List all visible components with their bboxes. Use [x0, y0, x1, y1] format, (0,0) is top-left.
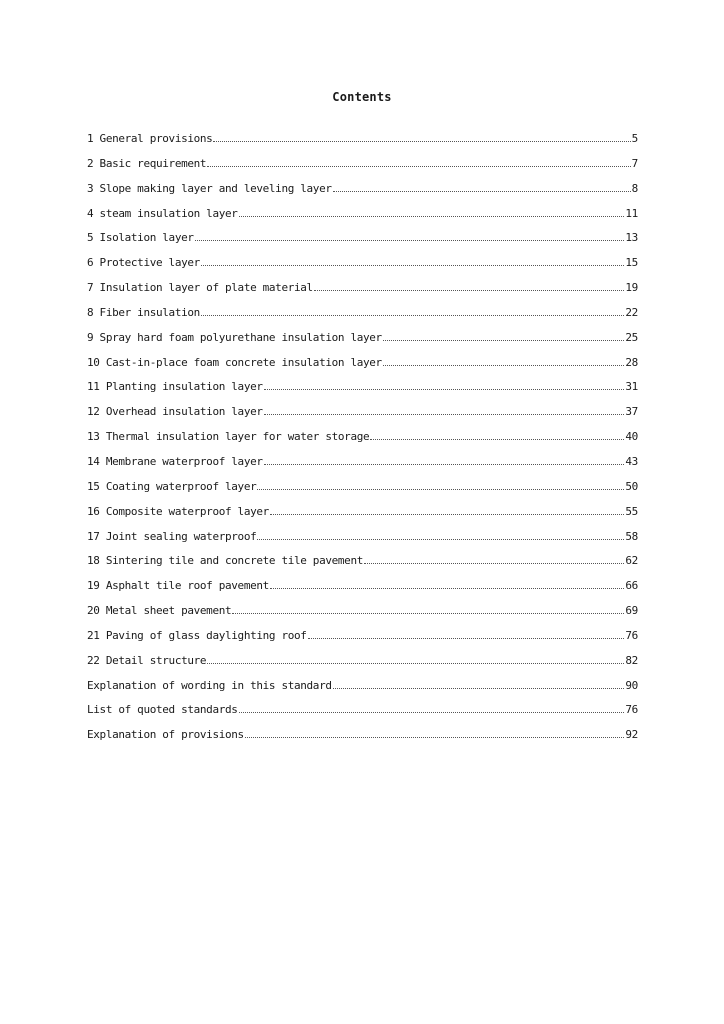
toc-entry-label: 15 Coating waterproof layer — [87, 479, 257, 493]
toc-entry[interactable] — [87, 330, 638, 355]
toc-entry-page-number: 19 — [625, 281, 638, 295]
toc-entry[interactable] — [87, 504, 638, 529]
toc-entry-page-number: 7 — [631, 156, 638, 170]
toc-dot-leader — [245, 737, 625, 738]
toc-entry-label: 22 Detail structure — [87, 653, 207, 667]
toc-entry[interactable] — [87, 206, 638, 231]
toc-entry[interactable] — [87, 404, 638, 429]
toc-dot-leader — [270, 588, 624, 589]
table-of-contents — [87, 131, 638, 752]
toc-dot-leader — [207, 166, 630, 167]
toc-entry-label: 18 Sintering tile and concrete tile pavement — [87, 554, 363, 568]
toc-dot-leader — [308, 638, 625, 639]
toc-entry-page-number: 37 — [625, 405, 638, 419]
toc-entry[interactable] — [87, 280, 638, 305]
toc-entry[interactable] — [87, 628, 638, 653]
toc-entry[interactable] — [87, 230, 638, 255]
toc-dot-leader — [257, 539, 624, 540]
toc-entry-page-number: 66 — [625, 579, 638, 593]
toc-entry-page-number: 43 — [625, 454, 638, 468]
toc-dot-leader — [270, 514, 624, 515]
toc-dot-leader — [333, 191, 631, 192]
toc-entry[interactable] — [87, 379, 638, 404]
toc-entry-page-number: 90 — [625, 678, 638, 692]
toc-dot-leader — [207, 663, 624, 664]
toc-dot-leader — [213, 141, 630, 142]
toc-dot-leader — [201, 315, 624, 316]
toc-entry-page-number: 28 — [625, 355, 638, 369]
toc-entry-page-number: 76 — [625, 628, 638, 642]
toc-entry-page-number: 15 — [625, 256, 638, 270]
toc-entry[interactable] — [87, 156, 638, 181]
toc-entry-label: 4 steam insulation layer — [87, 206, 238, 220]
toc-entry[interactable] — [87, 578, 638, 603]
toc-entry-label: 1 General provisions — [87, 132, 213, 145]
toc-entry-page-number: 11 — [625, 206, 638, 220]
toc-entry-page-number: 55 — [625, 504, 638, 518]
toc-dot-leader — [264, 414, 625, 415]
toc-dot-leader — [370, 439, 624, 440]
toc-entry-page-number: 22 — [625, 305, 638, 319]
toc-entry[interactable] — [87, 305, 638, 330]
toc-entry[interactable] — [87, 702, 638, 727]
toc-dot-leader — [232, 613, 624, 614]
toc-entry-label: Explanation of wording in this standard — [87, 678, 332, 692]
toc-entry[interactable] — [87, 603, 638, 628]
toc-entry-label: 5 Isolation layer — [87, 231, 194, 245]
toc-dot-leader — [314, 290, 625, 291]
toc-entry[interactable] — [87, 454, 638, 479]
toc-entry-label: 9 Spray hard foam polyurethane insulation layer — [87, 330, 382, 344]
toc-dot-leader — [383, 340, 625, 341]
toc-entry-label: List of quoted standards — [87, 703, 238, 717]
toc-entry[interactable] — [87, 355, 638, 380]
toc-entry-label: 13 Thermal insulation layer for water storage — [87, 430, 370, 444]
toc-entry-label: 17 Joint sealing waterproof — [87, 529, 257, 543]
toc-dot-leader — [264, 464, 625, 465]
toc-entry-label: Explanation of provisions — [87, 728, 244, 742]
toc-dot-leader — [333, 688, 625, 689]
page-title: Contents — [332, 90, 392, 104]
toc-entry[interactable] — [87, 131, 638, 156]
toc-entry-page-number: 69 — [625, 604, 638, 618]
toc-dot-leader — [239, 216, 625, 217]
toc-dot-leader — [195, 240, 625, 241]
toc-entry-label: 2 Basic requirement — [87, 156, 207, 170]
toc-entry-page-number: 13 — [625, 231, 638, 245]
toc-entry-label: 3 Slope making layer and leveling layer — [87, 181, 332, 195]
toc-dot-leader — [264, 389, 625, 390]
toc-dot-leader — [383, 365, 625, 366]
toc-entry-label: 16 Composite waterproof layer — [87, 504, 269, 518]
toc-entry-page-number: 5 — [631, 132, 638, 145]
toc-entry-page-number: 62 — [625, 554, 638, 568]
toc-entry-page-number: 58 — [625, 529, 638, 543]
toc-entry[interactable] — [87, 727, 638, 752]
toc-entry-page-number: 8 — [631, 181, 638, 195]
toc-entry-page-number: 82 — [625, 653, 638, 667]
toc-entry-label: 7 Insulation layer of plate material — [87, 281, 313, 295]
toc-dot-leader — [257, 489, 624, 490]
toc-entry[interactable] — [87, 255, 638, 280]
toc-entry-label: 10 Cast-in-place foam concrete insulation layer — [87, 355, 382, 369]
toc-entry[interactable] — [87, 181, 638, 206]
toc-dot-leader — [201, 265, 624, 266]
toc-entry-page-number: 40 — [625, 430, 638, 444]
toc-entry-label: 8 Fiber insulation — [87, 305, 200, 319]
toc-entry-page-number: 76 — [625, 703, 638, 717]
toc-entry-label: 21 Paving of glass daylighting roof — [87, 628, 307, 642]
toc-entry[interactable] — [87, 529, 638, 554]
toc-entry[interactable] — [87, 479, 638, 504]
toc-entry-label: 20 Metal sheet pavement — [87, 604, 232, 618]
toc-dot-leader — [239, 712, 625, 713]
toc-entry-page-number: 25 — [625, 330, 638, 344]
toc-entry-label: 6 Protective layer — [87, 256, 200, 270]
toc-entry-label: 12 Overhead insulation layer — [87, 405, 263, 419]
toc-entry-label: 14 Membrane waterproof layer — [87, 454, 263, 468]
toc-entry[interactable] — [87, 429, 638, 454]
toc-entry-label: 19 Asphalt tile roof pavement — [87, 579, 269, 593]
toc-dot-leader — [364, 563, 624, 564]
toc-entry[interactable] — [87, 678, 638, 703]
toc-entry[interactable] — [87, 653, 638, 678]
toc-entry-page-number: 92 — [625, 728, 638, 742]
toc-entry-page-number: 50 — [625, 479, 638, 493]
toc-entry-page-number: 31 — [625, 380, 638, 394]
toc-entry[interactable] — [87, 553, 638, 578]
toc-entry-label: 11 Planting insulation layer — [87, 380, 263, 394]
